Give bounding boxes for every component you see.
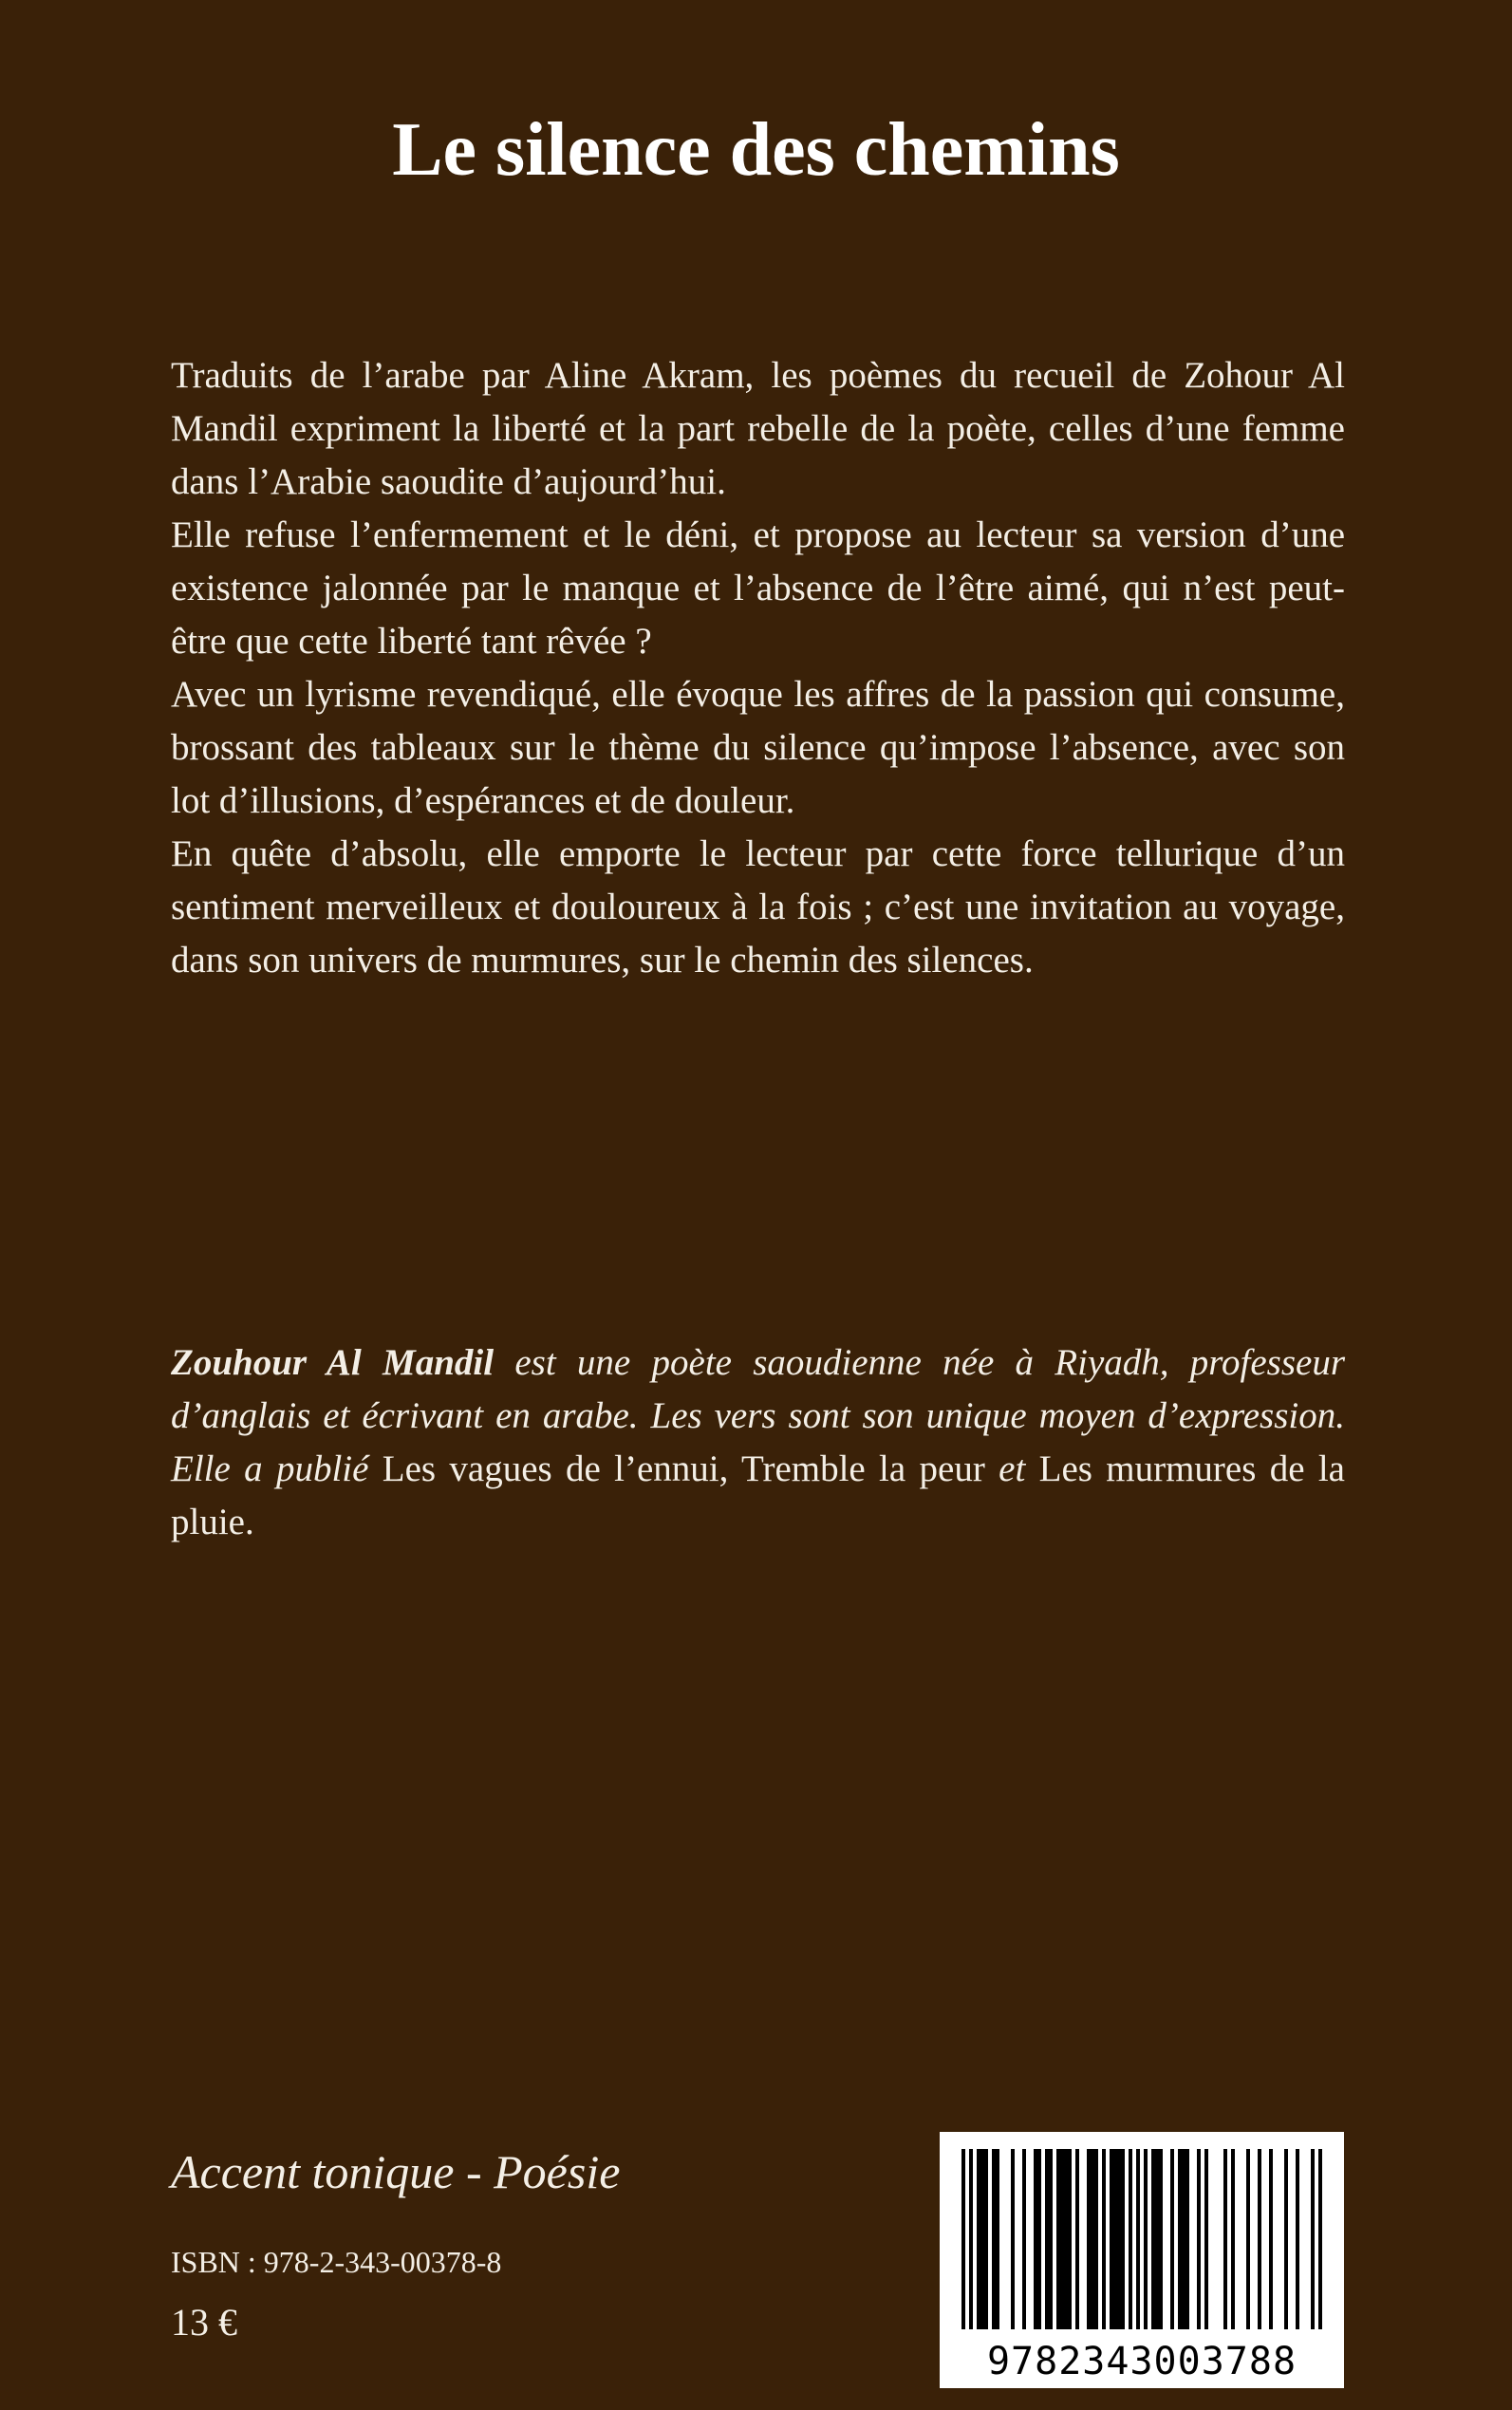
author-bio [171, 1336, 1345, 1549]
barcode-bar [1060, 2149, 1064, 2329]
barcode-bar [1091, 2149, 1094, 2329]
barcode-bar [1182, 2149, 1185, 2329]
barcode-bar [1022, 2149, 1026, 2329]
work-title: Les vagues de l’ennui [382, 1448, 719, 1489]
price: 13 € [171, 2301, 237, 2344]
barcode-bar [1037, 2149, 1041, 2329]
barcode-bar [1136, 2149, 1140, 2329]
summary-paragraph: Traduits de l’arabe par Aline Akram, les poèmes du recueil de Zohour Al Mandil expriment la liberté et la part rebelle de la poète, celles d’une femme dans l’Arabie saoudite d’aujourd’hui. [171, 355, 1345, 502]
barcode-bar [1144, 2149, 1148, 2329]
barcode-bar [1185, 2149, 1189, 2329]
bio-text: est une poète saoudienne née à Riyadh, professeur d’anglais et écrivant en arabe. Les vers sont son unique moyen d’expression. Elle a publié [171, 1342, 1346, 1489]
collection-name: Accent tonique - Poésie [171, 2145, 621, 2198]
isbn: ISBN : 978-2-343-00378-8 [171, 2245, 502, 2279]
barcode-bar [1049, 2149, 1053, 2329]
work-title: Les murmures de la pluie [171, 1448, 1345, 1542]
book-title: Le silence des chemins [392, 108, 1120, 192]
barcode-bar [1034, 2149, 1037, 2329]
work-title: Tremble la peur [741, 1448, 985, 1489]
barcode-bar [996, 2149, 999, 2329]
barcode-bar [1204, 2149, 1208, 2329]
barcode-bar [1129, 2149, 1132, 2329]
barcode-bar [1087, 2149, 1091, 2329]
author-name: Zouhour Al Mandil [171, 1342, 495, 1383]
barcode-bar [1258, 2149, 1261, 2329]
barcode-bar [1269, 2149, 1273, 2329]
barcode-digits: 9782343003788 [986, 2340, 1297, 2383]
author-bio-paragraph [171, 1336, 1345, 1549]
barcode-bar [1011, 2149, 1015, 2329]
barcode-bar [1159, 2149, 1163, 2329]
barcode-bar [1102, 2149, 1106, 2329]
barcode-bar [1068, 2149, 1072, 2329]
barcode-bar [1110, 2149, 1113, 2329]
barcode-bar [961, 2149, 965, 2329]
barcode-bar [1117, 2149, 1121, 2329]
barcode-bar [1064, 2149, 1068, 2329]
summary-paragraph: Elle refuse l’enfermement et le déni, et propose au lecteur sa version d’une existence jalonnée par le manque et l’absence de l’être aimé, qui n’est peut-être que cette liberté tant rêvée ? [171, 514, 1345, 662]
bio-separator: , [719, 1448, 741, 1489]
barcode-bar [992, 2149, 996, 2329]
barcode-bar [1113, 2149, 1117, 2329]
barcode-bar [984, 2149, 988, 2329]
barcode-bar [1231, 2149, 1235, 2329]
barcode-bar [1094, 2149, 1098, 2329]
barcode-bar [1056, 2149, 1060, 2329]
barcode-bar [980, 2149, 984, 2329]
barcode [940, 2132, 1344, 2388]
barcode-bar [1284, 2149, 1288, 2329]
barcode-bar [1170, 2149, 1174, 2329]
barcode-bar [1075, 2149, 1079, 2329]
barcode-bar [1045, 2149, 1049, 2329]
bio-conjunction: et [984, 1448, 1039, 1489]
barcode-bar [1155, 2149, 1159, 2329]
back-cover-summary [171, 349, 1345, 987]
barcode-bar [1318, 2149, 1322, 2329]
barcode-bar [1151, 2149, 1155, 2329]
bio-end: . [244, 1502, 254, 1542]
barcode-bar [1311, 2149, 1315, 2329]
barcode-bar [1296, 2149, 1299, 2329]
barcode-bar [969, 2149, 973, 2329]
barcode-bar [1178, 2149, 1182, 2329]
barcode-bar [977, 2149, 980, 2329]
barcode-bar [1246, 2149, 1250, 2329]
barcode-bar [1121, 2149, 1125, 2329]
barcode-bar [1223, 2149, 1227, 2329]
summary-paragraph: Avec un lyrisme revendiqué, elle évoque les affres de la passion qui consume, brossant des tableaux sur le thème du silence qu’impose l’absence, avec son lot d’illusions, d’espérances et de douleur. [171, 674, 1345, 821]
summary-paragraph: En quête d’absolu, elle emporte le lecteur par cette force tellurique d’un sentiment merveilleux et douloureux à la fois ; c’est une invitation au voyage, dans son univers de murmures, sur le chemin des silences. [171, 833, 1345, 981]
barcode-bar [1197, 2149, 1201, 2329]
